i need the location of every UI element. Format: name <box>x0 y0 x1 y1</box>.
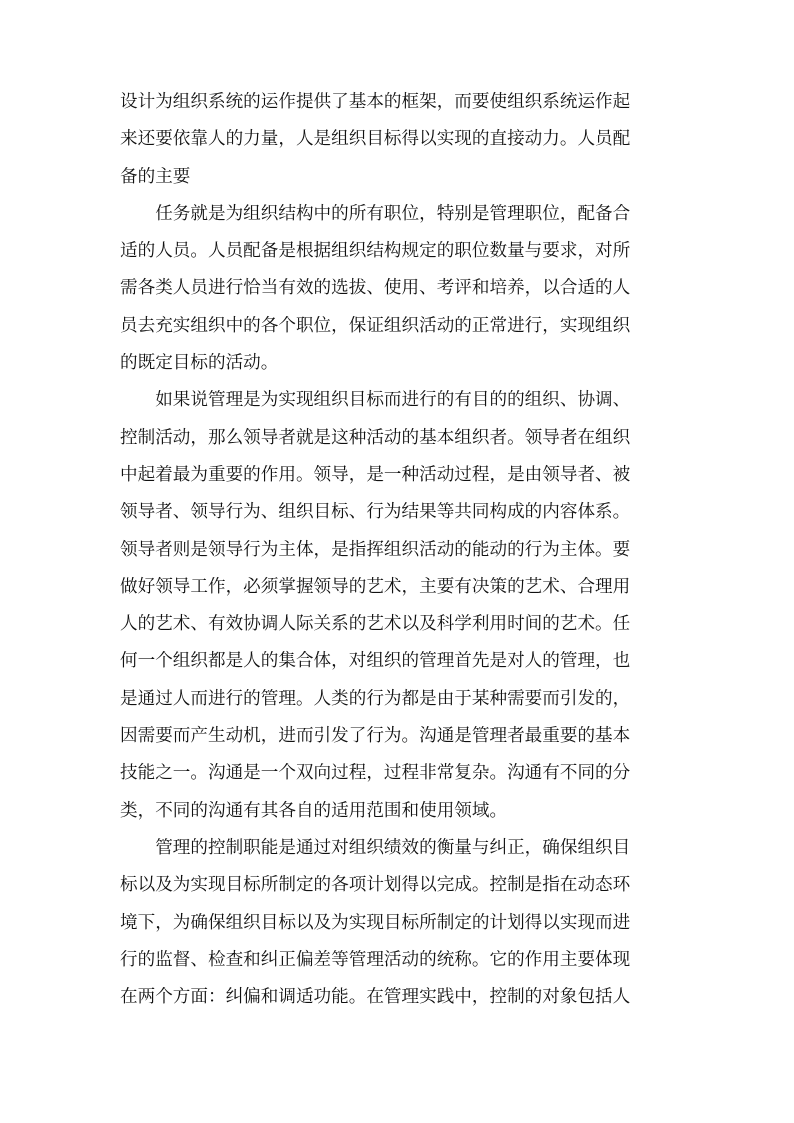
text-line: 人的艺术、有效协调人际关系的艺术以及科学利用时间的艺术。任 <box>120 614 631 635</box>
text-line: 设计为组织系统的运作提供了基本的框架，而要使组织系统运作起 <box>120 92 631 112</box>
paragraph-4 <box>120 830 682 1016</box>
text-line: 标以及为实现目标所制定的各项计划得以完成。控制是指在动态环 <box>120 875 631 896</box>
paragraph-3 <box>120 382 682 830</box>
text-line: 技能之一。沟通是一个双向过程，过程非常复杂。沟通有不同的分 <box>120 763 631 784</box>
text-line: 备的主要 <box>120 166 191 187</box>
text-line: 在两个方面：纠偏和调适功能。在管理实践中，控制的对象包括人 <box>120 987 631 1008</box>
text-line: 领导者则是领导行为主体，是指挥组织活动的能动的行为主体。要 <box>120 539 631 560</box>
text-line: 类，不同的沟通有其各自的适用范围和使用领域。 <box>120 800 508 821</box>
text-line: 控制活动，那么领导者就是这种活动的基本组织者。领导者在组织 <box>120 427 631 448</box>
text-line: 的既定目标的活动。 <box>120 353 279 374</box>
text-line: 适的人员。人员配备是根据组织结构规定的职位数量与要求，对所 <box>120 241 631 262</box>
text-line: 领导者、领导行为、组织目标、行为结果等共同构成的内容体系。 <box>120 502 631 523</box>
text-line: 何一个组织都是人的集合体，对组织的管理首先是对人的管理，也 <box>120 651 631 672</box>
text-line: 管理的控制职能是通过对组织绩效的衡量与纠正，确保组织目 <box>155 837 631 858</box>
text-line: 如果说管理是为实现组织目标而进行的有目的的组织、协调、 <box>155 390 631 411</box>
text-line: 需各类人员进行恰当有效的选拔、使用、考评和培养，以合适的人 <box>120 278 631 299</box>
text-line: 境下，为确保组织目标以及为实现目标所制定的计划得以实现而进 <box>120 912 631 933</box>
text-line: 来还要依靠人的力量，人是组织目标得以实现的直接动力。人员配 <box>120 129 631 150</box>
text-line: 员去充实组织中的各个职位，保证组织活动的正常进行，实现组织 <box>120 315 631 336</box>
text-line: 中起着最为重要的作用。领导，是一种活动过程，是由领导者、被 <box>120 464 631 485</box>
paragraph-2 <box>120 196 682 382</box>
text-line: 是通过人而进行的管理。人类的行为都是由于某种需要而引发的， <box>120 688 631 709</box>
text-line: 因需要而产生动机，进而引发了行为。沟通是管理者最重要的基本 <box>120 726 631 747</box>
paragraph-1 <box>120 84 682 196</box>
text-line: 做好领导工作，必须掌握领导的艺术，主要有决策的艺术、合理用 <box>120 576 631 597</box>
body-text <box>120 84 682 1016</box>
text-line: 任务就是为组织结构中的所有职位，特别是管理职位，配备合 <box>155 203 631 224</box>
text-line: 行的监督、检查和纠正偏差等管理活动的统称。它的作用主要体现 <box>120 949 631 970</box>
